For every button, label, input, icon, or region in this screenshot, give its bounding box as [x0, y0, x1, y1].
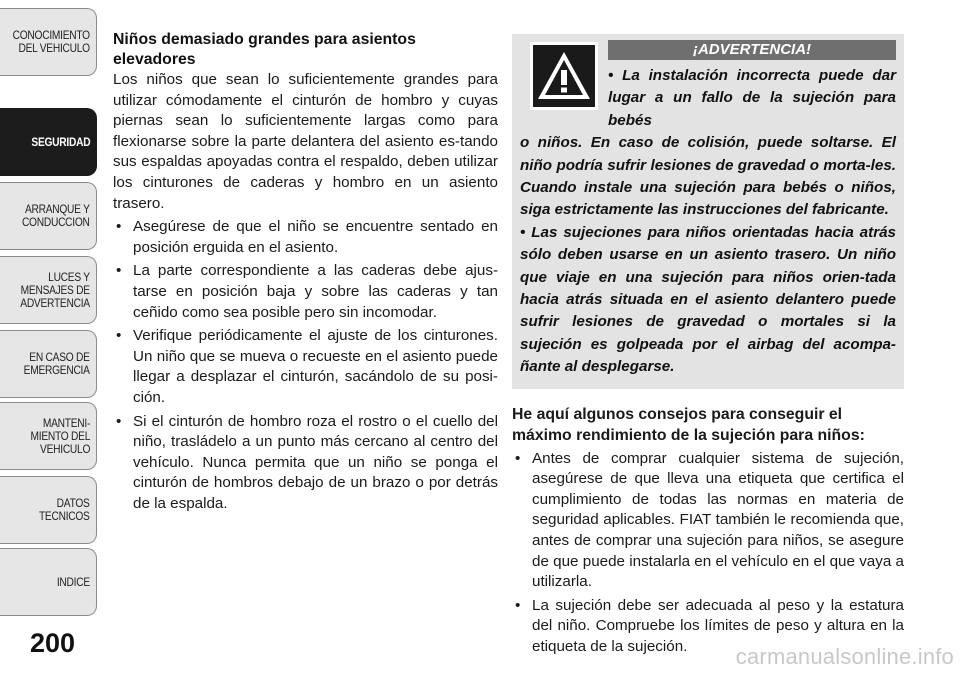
warning-box — [512, 34, 904, 389]
tab-conocimiento-del-vehiculo[interactable]: CONOCIMIENTO DEL VEHICULO — [0, 8, 97, 76]
warning-triangle-icon — [530, 42, 598, 110]
list-item: • Verifique periódicamente el ajuste de los cinturones. Un niño que se mueva o recueste en el asiento puede llegar a desplazar el cinturón, sacándolo de su posi-ción. — [113, 326, 498, 408]
right-bullet-list — [512, 449, 904, 658]
warning-text: • La instalación incorrecta puede dar lugar a un fallo de la sujeción para bebés — [608, 67, 896, 129]
list-item: • Si el cinturón de hombro roza el rostro o el cuello del niño, trasládelo a un punto más cercano al centro del vehículo. Nunca permita que un niño se ponga el cinturón de hombros debajo de un brazo o por detrás de la espalda. — [113, 412, 498, 515]
right-column — [512, 34, 904, 658]
watermark: carmanualsonline.info — [735, 644, 954, 669]
tab-en-caso-de-emergencia[interactable]: EN CASO DE EMERGENCIA — [0, 330, 97, 398]
tab-luces-y-mensajes[interactable]: LUCES Y MENSAJES DE ADVERTENCIA — [0, 256, 97, 324]
warning-title: ¡ADVERTENCIA! — [608, 40, 896, 60]
section-heading: He aquí algunos consejos para conseguir el máximo rendimiento de la sujeción para niños: — [512, 405, 865, 444]
list-item: • La sujeción debe ser adecuada al peso y la estatura del niño. Compruebe los límites de peso y altura en la etiqueta de la sujeción. — [512, 596, 904, 658]
left-bullet-list — [113, 217, 498, 514]
warning-text: o niños. En caso de colisión, puede soltarse. El niño podría sufrir lesiones de gravedad o morta-les. Cuando instale una sujeción para bebés o niños, siga estrictamente las instrucciones del fabricante. — [520, 134, 896, 219]
tab-seguridad[interactable]: SEGURIDAD — [0, 108, 97, 176]
section-tabs — [0, 0, 98, 620]
tab-arranque-y-conduccion[interactable]: ARRANQUE Y CONDUCCION — [0, 182, 97, 250]
section-heading: Niños demasiado grandes para asientos elevadores — [113, 31, 416, 68]
intro-paragraph: Los niños que sean lo suficientemente grandes para utilizar cómodamente el cinturón de hombro y cuyas piernas sean lo suficientemente largas como para flexionarse sobre la parte delantera del asiento es-tando sus espaldas apoyadas contra el respaldo, deben utilizar los cinturones de caderas y hombro en un asiento trasero. — [113, 71, 498, 212]
page-number: 200 — [30, 628, 76, 658]
tab-datos-tecnicos[interactable]: DATOS TECNICOS — [0, 476, 97, 544]
list-item: • La parte correspondiente a las caderas debe ajus-tarse en posición baja y sobre las caderas y tan ceñido como sea posible pero sin incomodar. — [113, 261, 498, 323]
warning-text: • Las sujeciones para niños orientadas hacia atrás sólo deben usarse en un asiento trasero. Un niño que viaje en una sujeción para niños orien-tada hacia atrás situada en el asiento delantero puede sufrir lesiones de gravedad o mortales si la sujeción es golpeada por el airbag del acompa-ñante al desplegarse. — [520, 223, 896, 376]
left-column — [113, 30, 498, 514]
tab-indice[interactable]: INDICE — [0, 548, 97, 616]
list-item: • Antes de comprar cualquier sistema de sujeción, asegúrese de que lleva una etiqueta que certifica el cumplimiento de todas las normas en materia de seguridad aplicables. FIAT también le recomienda que, antes de comprar una sujeción para niños, se asegure de que puede instalarla en el vehículo en el que vaya a utilizarla. — [512, 449, 904, 593]
list-item: • Asegúrese de que el niño se encuentre sentado en posición erguida en el asiento. — [113, 217, 498, 258]
tab-mantenimiento-del-vehiculo[interactable]: MANTENI- MIENTO DEL VEHICULO — [0, 402, 97, 470]
